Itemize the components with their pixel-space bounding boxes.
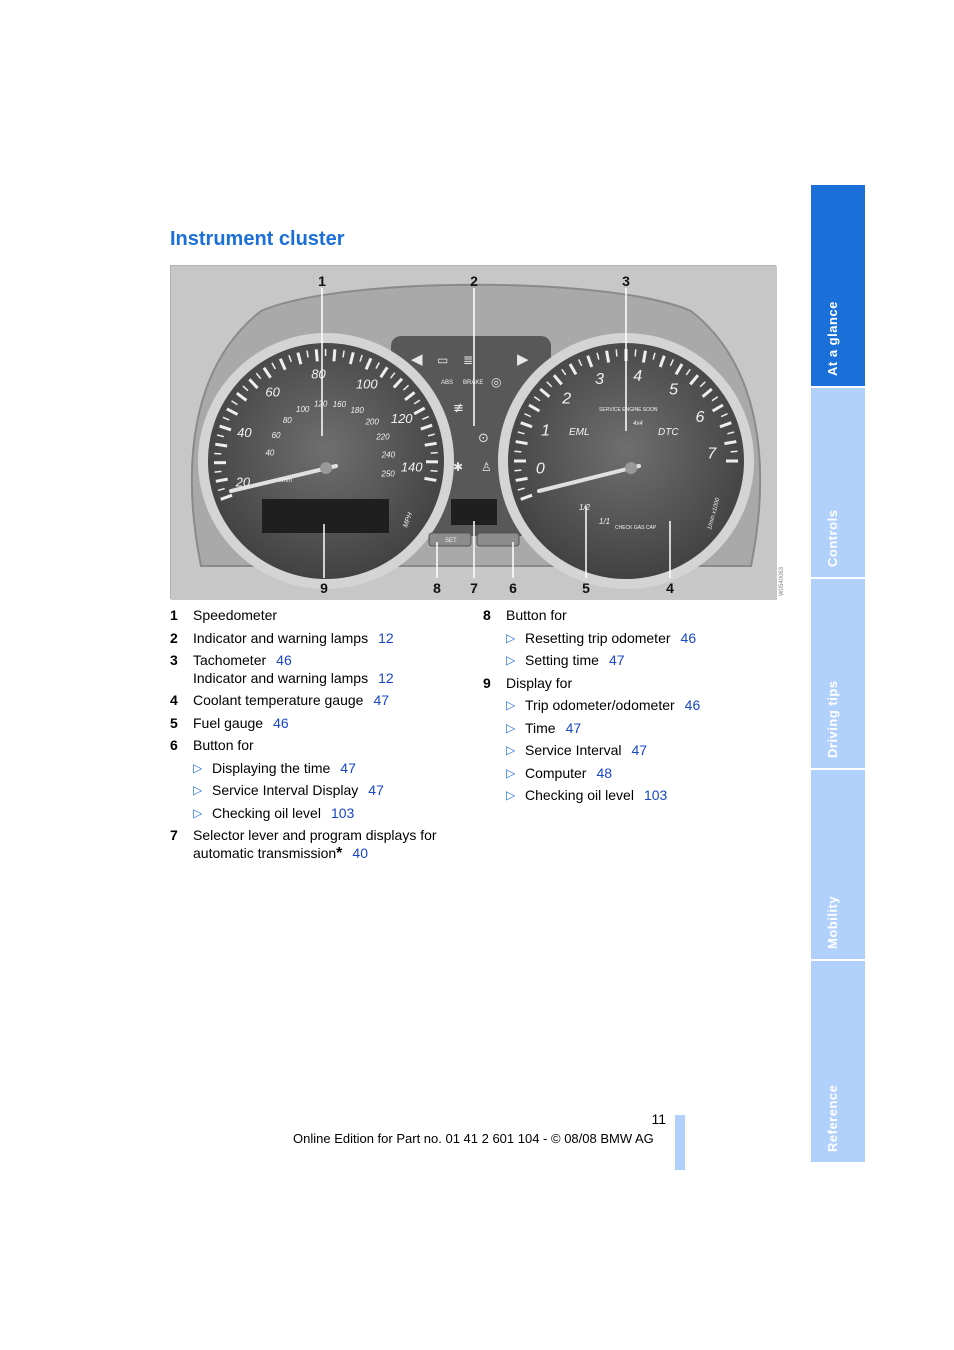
eml-label: EML [569, 427, 590, 438]
bullet-triangle-icon: ▷ [506, 788, 516, 802]
speedo-kmh-number: 160 [332, 399, 347, 409]
bullet-triangle-icon: ▷ [506, 630, 516, 645]
bullet-triangle-icon: ▷ [506, 720, 516, 735]
legend-subitem: ▷ Computer 48 [506, 764, 613, 781]
page-ref-link[interactable]: 47 [373, 692, 390, 708]
page-ref-link[interactable]: 103 [643, 787, 668, 803]
page-number: 11 [651, 1111, 666, 1127]
optional-equipment-star-icon: * [336, 844, 343, 862]
tacho-number: 3 [595, 371, 605, 389]
bullet-triangle-icon: ▷ [193, 760, 203, 775]
brake-warning-icon: ◎ [491, 375, 502, 389]
page-footer: Online Edition for Part no. 01 41 2 601 104 - © 08/08 BMW AG [293, 1131, 654, 1146]
legend-subitem: ▷ Checking oil level 103 [506, 787, 668, 803]
tacho-number: 1 [541, 422, 551, 440]
legend-item-3: 3 Tachometer 46 Indicator and warning lamps 12 [170, 652, 394, 686]
tire-pressure-icon: ⊙ [478, 431, 489, 446]
callout-6: 6 [509, 580, 517, 596]
tacho-number: 0 [535, 460, 545, 478]
speedo-mph-number: 140 [400, 459, 423, 475]
callout-5: 5 [582, 580, 590, 596]
speedo-unit-label: km/h [279, 478, 293, 484]
airbag-icon: ✱ [453, 460, 464, 474]
legend-item-6: 6 Button for ▷ Displaying the time 47 ▷ Service Interval Display 47 ▷ Checking oil level 103 [170, 737, 460, 822]
bullet-triangle-icon: ▷ [506, 698, 516, 712]
fuel-half-label: 1/2 [579, 503, 591, 512]
speedo-kmh-number: 200 [365, 417, 379, 427]
callout-7: 7 [470, 580, 478, 596]
bullet-triangle-icon: ▷ [193, 805, 203, 820]
speedo-kmh-number: 240 [381, 450, 396, 460]
footer-accent-bar [675, 1115, 685, 1170]
page-ref-link[interactable]: 12 [378, 629, 394, 646]
speedo-mph-number: 60 [265, 384, 280, 400]
page-ref-link[interactable]: 47 [340, 759, 356, 776]
dtc-label: DTC [658, 427, 679, 438]
seatbelt-icon: ♙ [481, 460, 492, 474]
tacho-number: 5 [669, 381, 679, 399]
speedo-mph-number: 120 [390, 411, 413, 427]
speedo-kmh-number: 250 [381, 469, 395, 479]
speedo-mph-number: 80 [311, 366, 326, 382]
tacho-number: 4 [633, 367, 643, 385]
page-ref-link[interactable]: 47 [368, 782, 384, 798]
cluster-drawing [171, 266, 785, 600]
chapter-sidebar [811, 185, 865, 1164]
speedo-mph-number: 40 [237, 424, 252, 440]
battery-icon: ▭ [437, 353, 449, 367]
callout-3: 3 [622, 273, 630, 289]
page-title: Instrument cluster [170, 228, 345, 250]
legend-subitem: ▷ Time 47 [506, 719, 582, 736]
speedo-kmh-number: 220 [376, 432, 390, 442]
speedo-mph-number: 100 [355, 376, 378, 392]
page-ref-link[interactable]: 12 [378, 669, 394, 686]
legend-item-9: 9 Display for ▷ Trip odometer/odometer 46 ▷ Time 47 ▷ Service Interval 47 ▷ Computer 48 ▷ Checking oil level 103 [483, 675, 773, 805]
page-ref-link[interactable]: 48 [596, 764, 613, 781]
legend-item-5: 5 Fuel gauge 46 [170, 714, 289, 731]
legend-subitem: ▷ Displaying the time 47 [193, 759, 356, 776]
legend-subitem: ▷ Service Interval 47 [506, 742, 648, 758]
rpm-label: 1/min x1000 [707, 497, 722, 531]
abs-label: ABS [441, 380, 454, 386]
fog-lamp-icon: ≢ [453, 401, 464, 416]
fourx4-label: 4x4 [633, 421, 643, 427]
speedo-kmh-number: 180 [350, 406, 364, 416]
legend-item-4: 4 Coolant temperature gauge 47 [170, 692, 390, 708]
legend-item-2: 2 Indicator and warning lamps 12 [170, 629, 394, 646]
speedo-kmh-number: 40 [265, 448, 275, 458]
bullet-triangle-icon: ▷ [506, 765, 516, 780]
page-ref-link[interactable]: 46 [680, 629, 697, 646]
legend-item-8: 8 Button for ▷ Resetting trip odometer 46 ▷ Setting time 47 [483, 607, 773, 670]
legend-subitem: ▷ Service Interval Display 47 [193, 782, 384, 798]
speedo-kmh-number: 120 [313, 399, 328, 409]
speedo-kmh-number: 80 [282, 415, 292, 425]
callout-2: 2 [470, 273, 478, 289]
tacho-number: 7 [707, 445, 717, 463]
service-label: SERVICE ENGINE SOON [599, 407, 658, 413]
odometer-display [262, 499, 389, 533]
callout-9: 9 [320, 580, 328, 596]
legend-subitem: ▷ Checking oil level 103 [193, 804, 355, 821]
bullet-triangle-icon: ▷ [193, 783, 203, 797]
page-ref-link[interactable]: 103 [330, 804, 355, 821]
tab-reference[interactable]: Reference [811, 961, 865, 1162]
bullet-triangle-icon: ▷ [506, 743, 516, 757]
instrument-cluster-illustration [170, 265, 785, 599]
speedo-kmh-number: 60 [271, 430, 281, 440]
legend-left-column [170, 607, 460, 867]
legend-right-column [483, 607, 773, 810]
callout-4: 4 [666, 580, 674, 596]
bullet-triangle-icon: ▷ [506, 653, 516, 667]
speedo-kmh-number: 100 [296, 405, 310, 415]
tab-mobility[interactable]: Mobility [811, 770, 865, 959]
mph-label: MPH [402, 511, 415, 529]
legend-subitem: ▷ Resetting trip odometer 46 [506, 629, 697, 646]
callout-8: 8 [433, 580, 441, 596]
turn-left-arrow-icon: ◀ [411, 350, 423, 368]
page-ref-link[interactable]: 46 [684, 697, 701, 713]
fuel-full-label: 1/1 [599, 517, 611, 526]
check-gas-label: CHECK GAS CAP [615, 525, 657, 531]
image-code: W0540063 [779, 566, 785, 596]
legend-item-7: 7 Selector lever and program displays for automatic transmission* 40 [170, 827, 437, 862]
tab-driving-tips[interactable]: Driving tips [811, 579, 865, 768]
page-ref-link[interactable]: 47 [565, 719, 582, 736]
turn-right-arrow-icon: ▶ [517, 350, 529, 368]
page-ref-link[interactable]: 47 [631, 742, 648, 758]
set-button-label: SET [445, 538, 457, 544]
tab-at-a-glance[interactable]: At a glance [811, 185, 865, 386]
page-ref-link[interactable]: 47 [608, 652, 625, 668]
legend-subitem: ▷ Trip odometer/odometer 46 [506, 697, 701, 713]
tacho-number: 6 [695, 409, 705, 427]
callout-1: 1 [318, 273, 326, 289]
legend-item-1: 1 Speedometer [170, 607, 278, 623]
tab-controls[interactable]: Controls [811, 388, 865, 577]
page-ref-link[interactable]: 46 [273, 714, 289, 731]
legend-subitem: ▷ Setting time 47 [506, 652, 625, 668]
brake-label: BRAKE [463, 380, 484, 386]
speedo-mph-number: 20 [235, 474, 251, 490]
page-ref-link[interactable]: 46 [276, 652, 292, 668]
tacho-number: 2 [562, 390, 572, 408]
page-ref-link[interactable]: 40 [352, 844, 368, 861]
high-beam-icon: ≣ [463, 353, 474, 367]
